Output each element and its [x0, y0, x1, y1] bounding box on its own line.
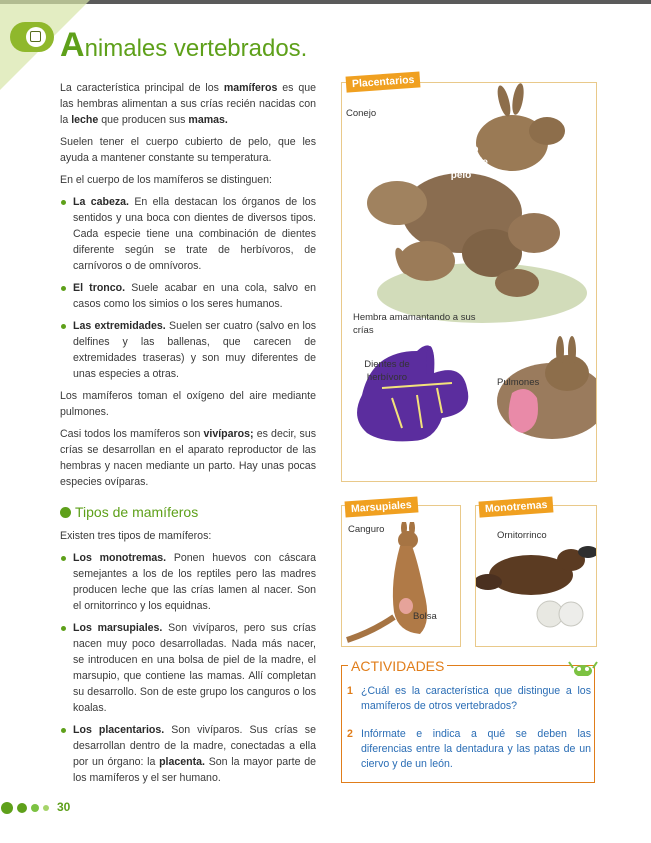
intro-column [60, 80, 316, 496]
monotremas-tag: Monotremas [479, 496, 554, 517]
intro-paragraph-5: Casi todos los mamíferos son vivíparos; es decir, sus crías se desarrollan en el aparato reproductor de las hembras y nacen mediante un parto. Hay unas pocas especies ovíparas. [60, 428, 317, 488]
list-item: Los marsupiales. Son vivíparos, pero sus crías nacen muy poco desarrolladas. Nada más nacer, se introducen en una bolsa de piel de la madre, el marsupio, que contiene las mamas. Allí completan su desarrollo. Son de este grupo los canguros o los koalas. [60, 620, 316, 716]
rabbit-label: Conejo [346, 108, 377, 119]
lungs-label: Pulmones [497, 377, 540, 388]
teeth-label: Dientes de herbívoro [364, 359, 410, 383]
title-initial: A [60, 26, 85, 64]
platypus-illustration [476, 530, 596, 646]
fur-label: Cuerpo cubierto de pelo [434, 144, 488, 181]
list-item: Las extremidades. Suelen ser cuatro (salvo en los delfines y las ballenas, que carecen de extremidades traseras) y son muy diferentes de unas especies a otras. [60, 318, 316, 382]
nursing-label: Hembra amamantando a sus crías [353, 312, 476, 336]
bullet-dot-icon [60, 507, 71, 518]
page-number: 30 [57, 800, 71, 814]
edit-icon [30, 31, 41, 42]
types-intro: Existen tres tipos de mamíferos: [60, 530, 212, 542]
section-heading: Tipos de mamíferos [60, 504, 198, 520]
types-column [60, 528, 316, 792]
activity-item-2: 2 Infórmate e indica a qué se deben las diferencias entre la dentadura y las patas de un ciervo y de un león. [347, 728, 591, 770]
title-rest: nimales vertebrados. [84, 35, 308, 62]
top-bar [0, 0, 651, 4]
intro-paragraph-4: Los mamíferos toman el oxígeno del aire mediante pulmones. [60, 390, 316, 418]
list-item: Los monotremas. Ponen huevos con cáscara semejantes a los de los reptiles pero las madres producen leche que las crías lamen al nacer. Son el ornitorrinco y los equidnas. [60, 550, 316, 614]
list-item: La cabeza. En ella destacan los órganos de los sentidos y una boca con dientes de diversos tipos. Cada especie tiene una combinación de dientes diferente según se trate de herbívoros, de carnívoros o de omnívoros. [60, 194, 316, 274]
platypus-label: Ornitorrinco [497, 530, 547, 541]
kangaroo-illustration [342, 522, 460, 646]
placentarios-tag: Placentarios [346, 71, 421, 92]
activity-item-1: 1 ¿Cuál es la característica que distingue a los mamíferos de otros vertebrados? [347, 685, 591, 712]
activities-title: ACTIVIDADES [348, 658, 447, 674]
legs-label: Patas para correr [440, 438, 486, 463]
footer-dots-icon [0, 800, 90, 816]
section-badge [10, 22, 54, 52]
badge-circle [26, 27, 46, 47]
pouch-label: Bolsa [413, 611, 437, 622]
marsupiales-tag: Marsupiales [345, 496, 419, 517]
intro-paragraph-3: En el cuerpo de los mamíferos se distinguen: [60, 174, 272, 186]
list-item: Los placentarios. Son vivíparos. Sus crías se desarrollan dentro de la madre, conectadas a ella por un órgano: la placenta. Son la mayor parte de los mamíferos y el ser humano. [60, 722, 316, 786]
page-title [60, 26, 307, 65]
bug-mascot-icon [566, 660, 600, 676]
intro-paragraph-1: La característica principal de los mamíferos es que las hembras alimentan a sus crías recién nacidas con la leche que producen sus mamas. [60, 82, 316, 126]
intro-paragraph-2: Suelen tener el cuerpo cubierto de pelo, que les ayuda a mantener constante su temperatura. [60, 136, 316, 164]
kangaroo-label: Canguro [348, 524, 385, 535]
list-item: El tronco. Suele acabar en una cola, salvo en casos como los simios o los seres humanos. [60, 280, 316, 312]
